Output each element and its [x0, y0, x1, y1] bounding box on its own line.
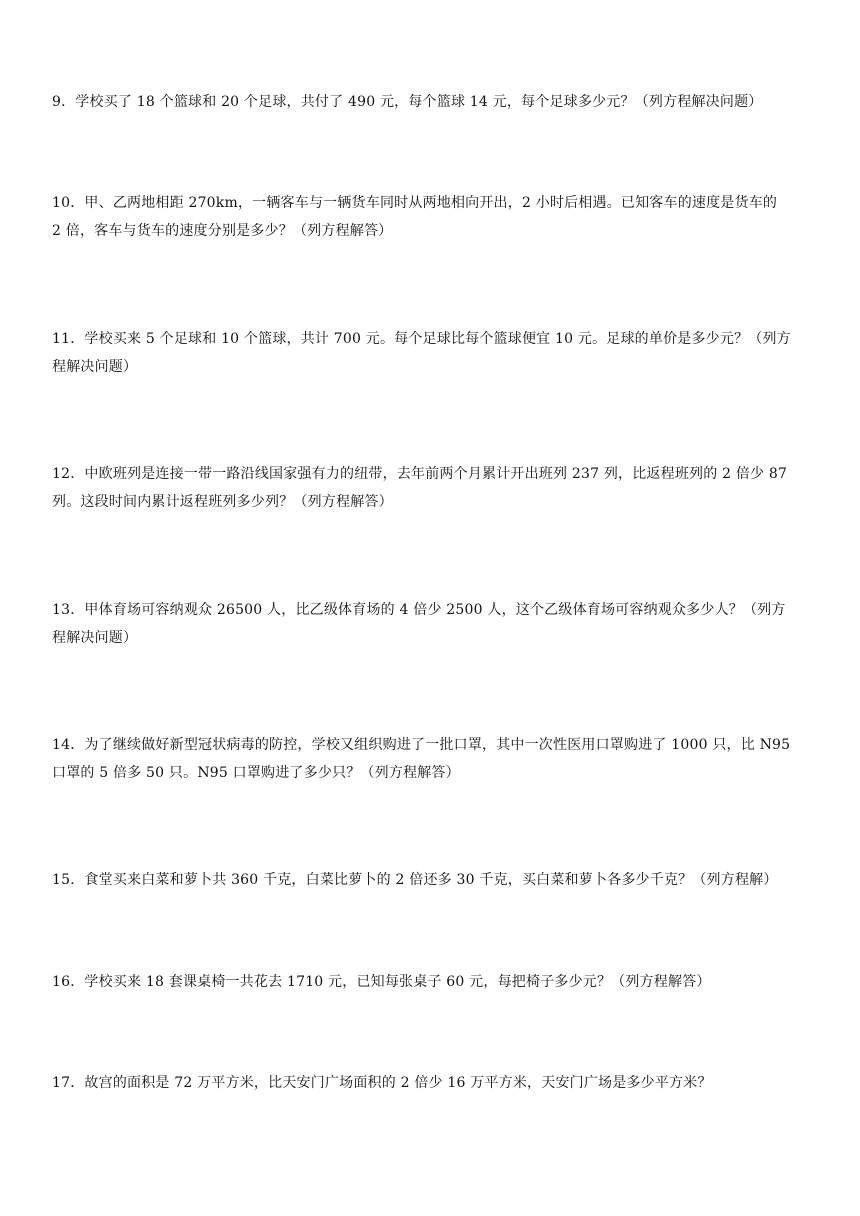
problem-11-line-2: 程解决问题） — [52, 359, 138, 375]
problem-12 — [52, 460, 810, 516]
problem-12-line-1: 12．中欧班列是连接一带一路沿线国家强有力的纽带，去年前两个月累计开出班列 237 列，比返程班列的 2 倍少 87 — [52, 466, 788, 482]
problem-17-line-1: 17．故宫的面积是 72 万平方米，比天安门广场面积的 2 倍少 16 万平方米，天安门广场是多少平方米？ — [52, 1075, 712, 1091]
problem-9-line-1: 9．学校买了 18 个篮球和 20 个足球，共付了 490 元，每个篮球 14 元，每个足球多少元？（列方程解决问题） — [52, 94, 763, 110]
problem-10-line-1: 10．甲、乙两地相距 270km，一辆客车与一辆货车同时从两地相向开出，2 小时后相遇。已知客车的速度是货车的 — [52, 195, 778, 211]
problem-14 — [52, 731, 810, 787]
problem-16-line-1: 16．学校买来 18 套课桌椅一共花去 1710 元，已知每张桌子 60 元，每把椅子多少元？（列方程解答） — [52, 974, 711, 990]
problem-12-line-2: 列。这段时间内累计返程班列多少列？（列方程解答） — [52, 494, 393, 510]
problem-11 — [52, 325, 810, 381]
problem-9 — [52, 88, 810, 116]
problem-10-line-2: 2 倍，客车与货车的速度分别是多少？（列方程解答） — [52, 223, 393, 239]
problem-17 — [52, 1069, 810, 1097]
problem-10 — [52, 189, 810, 245]
problem-11-line-1: 11．学校买来 5 个足球和 10 个篮球，共计 700 元。每个足球比每个篮球便宜 10 元。足球的单价是多少元？（列方 — [52, 331, 791, 347]
problem-15 — [52, 866, 810, 894]
problem-13-line-1: 13．甲体育场可容纳观众 26500 人，比乙级体育场的 4 倍少 2500 人，这个乙级体育场可容纳观众多少人？（列方 — [52, 602, 786, 618]
problem-15-line-1: 15．食堂买来白菜和萝卜共 360 千克，白菜比萝卜的 2 倍还多 30 千克，买白菜和萝卜各多少千克？（列方程解） — [52, 872, 778, 888]
problem-13-line-2: 程解决问题） — [52, 630, 138, 646]
problem-14-line-1: 14．为了继续做好新型冠状病毒的防控，学校又组织购进了一批口罩，其中一次性医用口罩购进了 1000 只，比 N95 — [52, 737, 791, 753]
problem-13 — [52, 596, 810, 652]
problem-14-line-2: 口罩的 5 倍多 50 只。N95 口罩购进了多少只？（列方程解答） — [52, 765, 460, 781]
problem-16 — [52, 968, 810, 996]
